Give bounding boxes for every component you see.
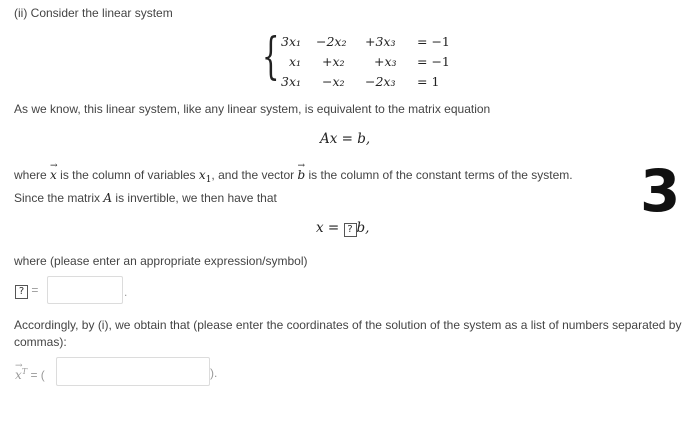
paragraph-matrix-equation: As we know, this linear system, like any linear system, is equivalent to the matrix equation — [14, 102, 491, 116]
row2-rhs: = −1 — [417, 54, 450, 69]
constants-text: is the column of the constant terms of the system. — [308, 168, 573, 182]
answer2-label — [15, 364, 45, 383]
x-transpose-symbol: → x — [15, 367, 22, 383]
system-row-2 — [281, 54, 481, 70]
x-vector-symbol: → x — [50, 167, 57, 183]
solution-input[interactable] — [56, 357, 210, 386]
side-number: 3 — [640, 157, 681, 225]
answer1-placeholder-box: ? — [15, 285, 28, 299]
inverse-rhs: b, — [356, 220, 370, 236]
row3-rhs: = 1 — [417, 74, 440, 89]
where-text: where — [14, 168, 47, 182]
answer1-equals: = — [31, 283, 39, 297]
inverse-lhs: x = — [316, 220, 340, 236]
paragraph-enter-expression: where (please enter an appropriate expression/symbol) — [14, 254, 308, 268]
expression-input[interactable] — [47, 276, 123, 304]
answer2-open: = ( — [27, 368, 45, 382]
row3-term1: 3x₁ — [281, 74, 302, 89]
answer1-period: . — [124, 285, 128, 299]
system-row-1 — [281, 34, 481, 50]
vector-text: , and the vector — [211, 168, 295, 182]
answer2-close: ). — [210, 366, 218, 380]
paragraph-where-columns — [14, 167, 573, 188]
row3-term3: −2x₃ — [365, 74, 396, 89]
inverse-equation — [316, 220, 369, 237]
invertible-text: is invertible, we then have that — [115, 191, 277, 205]
section-heading: (ii) Consider the linear system — [14, 6, 173, 20]
row1-term2: −2x₂ — [316, 34, 347, 49]
paragraph-solution-line1: Accordingly, by (i), we obtain that (please enter the coordinates of the solution of the system as a list of numbers separated by — [14, 318, 682, 332]
transpose-superscript: T — [21, 367, 28, 376]
left-brace: { — [262, 27, 280, 85]
inverse-placeholder-box: ? — [344, 223, 357, 237]
row2-term2: +x₂ — [322, 54, 345, 69]
answer1-label — [15, 282, 38, 299]
system-row-3 — [281, 74, 481, 90]
paragraph-invertible — [14, 190, 277, 206]
row1-term1: 3x₁ — [281, 34, 302, 49]
paragraph-solution-line2: commas): — [14, 335, 67, 349]
since-text: Since the matrix — [14, 191, 101, 205]
row2-term1: x₁ — [289, 54, 302, 69]
b-vector-symbol: → b — [297, 167, 305, 183]
matrix-equation: Ax = b, — [320, 131, 371, 147]
row3-term2: −x₂ — [322, 74, 345, 89]
matrix-a-symbol: A — [103, 191, 113, 205]
x1-symbol: $x_1$ — [198, 168, 212, 185]
row1-rhs: = −1 — [417, 34, 450, 49]
row2-term3: +x₃ — [374, 54, 397, 69]
row1-term3: +3x₃ — [365, 34, 396, 49]
variables-text: is the column of variables — [60, 168, 196, 182]
